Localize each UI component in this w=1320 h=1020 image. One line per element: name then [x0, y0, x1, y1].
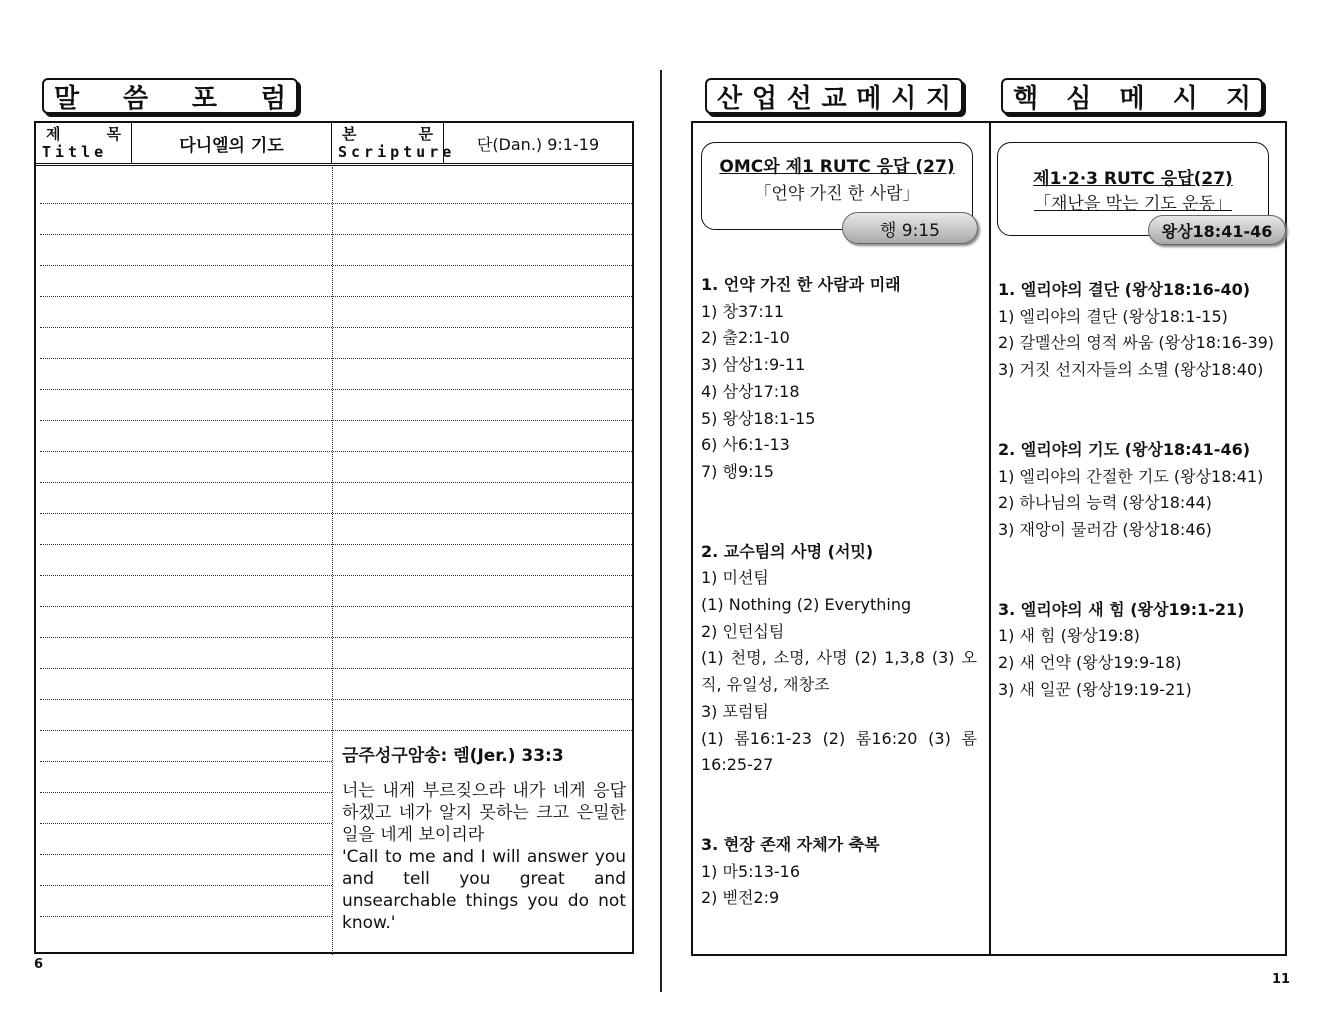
list-item: (1) 롬16:1-23 (2) 롬16:20 (3) 롬16:25-27: [701, 728, 977, 775]
note-line: [40, 203, 632, 204]
list-item: 1) 엘리야의 결단 (왕상18:1-15): [998, 306, 1228, 326]
note-line: [40, 482, 632, 483]
title-row: [36, 123, 632, 166]
title-value-cell: [132, 123, 332, 163]
card-reference-badge: 행 9:15: [842, 212, 978, 244]
word-forum-heading: 말 씀 포 럼: [42, 78, 298, 114]
list-item: 2) 벧전2:9: [701, 888, 780, 908]
sermon-title: 다니엘의 기도: [179, 135, 284, 156]
sermon-note-frame: [34, 121, 634, 954]
memory-verse-english: 'Call to me and I will answer you and tell you great and unsearchable things you do not know.': [342, 847, 626, 933]
list-item: 1) 미션팀: [701, 568, 769, 588]
list-item: 2) 인턴십팀: [701, 621, 785, 641]
page-divider: [660, 70, 662, 992]
list-item: 3) 거짓 선지자들의 소멸 (왕상18:40): [998, 360, 1264, 380]
card-subtitle: 「재난을 막는 기도 운동」: [1033, 194, 1232, 214]
left-page-number: 6: [34, 957, 44, 972]
scripture-label: 본 문 Scripture: [332, 123, 444, 163]
note-line: [40, 265, 632, 266]
card-title: 제1·2·3 RUTC 응답(27): [1033, 169, 1233, 189]
memory-verse: [342, 741, 626, 934]
list-item: 5) 왕상18:1-15: [701, 408, 816, 428]
list-item: 2) 출2:1-10: [701, 328, 790, 348]
section-title: 3. 현장 존재 자체가 축복: [701, 834, 880, 854]
list-item: 1) 마5:13-16: [701, 861, 801, 881]
list-item: 2) 새 언약 (왕상19:9-18): [998, 653, 1182, 673]
list-item: 4) 삼상17:18: [701, 381, 800, 401]
note-line: [40, 668, 632, 669]
list-item: 3) 새 일꾼 (왕상19:19-21): [998, 679, 1192, 699]
section-title: 1. 엘리야의 결단 (왕상18:16-40): [998, 280, 1251, 299]
card-reference-badge: 왕상18:41-46: [1148, 215, 1286, 245]
note-line: [40, 792, 332, 793]
scripture-reference: 단(Dan.) 9:1-19: [476, 134, 600, 154]
list-item: 3) 포럼팀: [701, 701, 769, 721]
list-item: 2) 갈멜산의 영적 싸움 (왕상18:16-39): [998, 333, 1275, 353]
section-title: 3. 엘리야의 새 힘 (왕상19:1-21): [998, 599, 1245, 619]
list-item: 1) 엘리야의 간절한 기도 (왕상18:41): [998, 466, 1264, 486]
note-line: [40, 420, 632, 421]
list-item: 3) 삼상1:9-11: [701, 355, 806, 375]
industrial-message-outline: [701, 272, 977, 912]
message-frame: [691, 121, 1287, 956]
list-item: 1) 창37:11: [701, 301, 785, 321]
title-label: 제 목 Title: [36, 123, 132, 163]
note-line: [40, 854, 332, 855]
note-line: [40, 544, 632, 545]
note-line: [40, 730, 632, 731]
list-item: 1) 새 힘 (왕상19:8): [998, 626, 1140, 646]
card-subtitle: 「언약 가진 한 사람」: [754, 184, 920, 204]
note-line: [40, 699, 632, 700]
note-line: [40, 916, 332, 917]
note-line: [40, 761, 332, 762]
core-message-outline: [998, 277, 1280, 703]
note-line: [40, 234, 632, 235]
note-line: [40, 451, 632, 452]
section-title: 2. 엘리야의 기도 (왕상18:41-46): [998, 439, 1251, 459]
list-item: 7) 행9:15: [701, 461, 774, 481]
memory-verse-korean: 너는 내게 부르짖으라 내가 네게 응답하겠고 네가 알지 못하는 크고 은밀한 일을 네게 보이리라: [342, 781, 626, 845]
list-item: 3) 재앙이 물러감 (왕상18:46): [998, 519, 1212, 539]
note-line: [40, 606, 632, 607]
scripture-value-cell: [444, 123, 632, 163]
list-item: (1) Nothing (2) Everything: [701, 595, 912, 615]
list-item: (1) 천명, 소명, 사명 (2) 1,3,8 (3) 오직, 유일성, 재창조: [701, 648, 977, 695]
note-line: [40, 575, 632, 576]
memory-verse-heading: 금주성구암송: 렘(Jer.) 33:3: [342, 746, 564, 766]
note-line: [40, 513, 632, 514]
note-line: [40, 296, 632, 297]
industrial-mission-heading: 산 업 선 교 메 시 지: [705, 78, 963, 114]
column-divider: [989, 123, 991, 954]
note-line: [40, 327, 632, 328]
note-column-divider: [332, 167, 333, 955]
list-item: 6) 사6:1-13: [701, 435, 790, 455]
note-line: [40, 823, 332, 824]
note-line: [40, 358, 632, 359]
section-title: 1. 언약 가진 한 사람과 미래: [701, 275, 901, 294]
section-title: 2. 교수팀의 사명 (서밋): [701, 541, 874, 561]
list-item: 2) 하나님의 능력 (왕상18:44): [998, 493, 1212, 513]
note-line: [40, 637, 632, 638]
note-line: [40, 885, 332, 886]
core-message-heading: 핵 심 메 시 지: [1001, 78, 1263, 114]
right-page-number: 11: [1272, 972, 1291, 987]
note-line: [40, 389, 632, 390]
card-title: OMC와 제1 RUTC 응답 (27): [719, 157, 955, 177]
